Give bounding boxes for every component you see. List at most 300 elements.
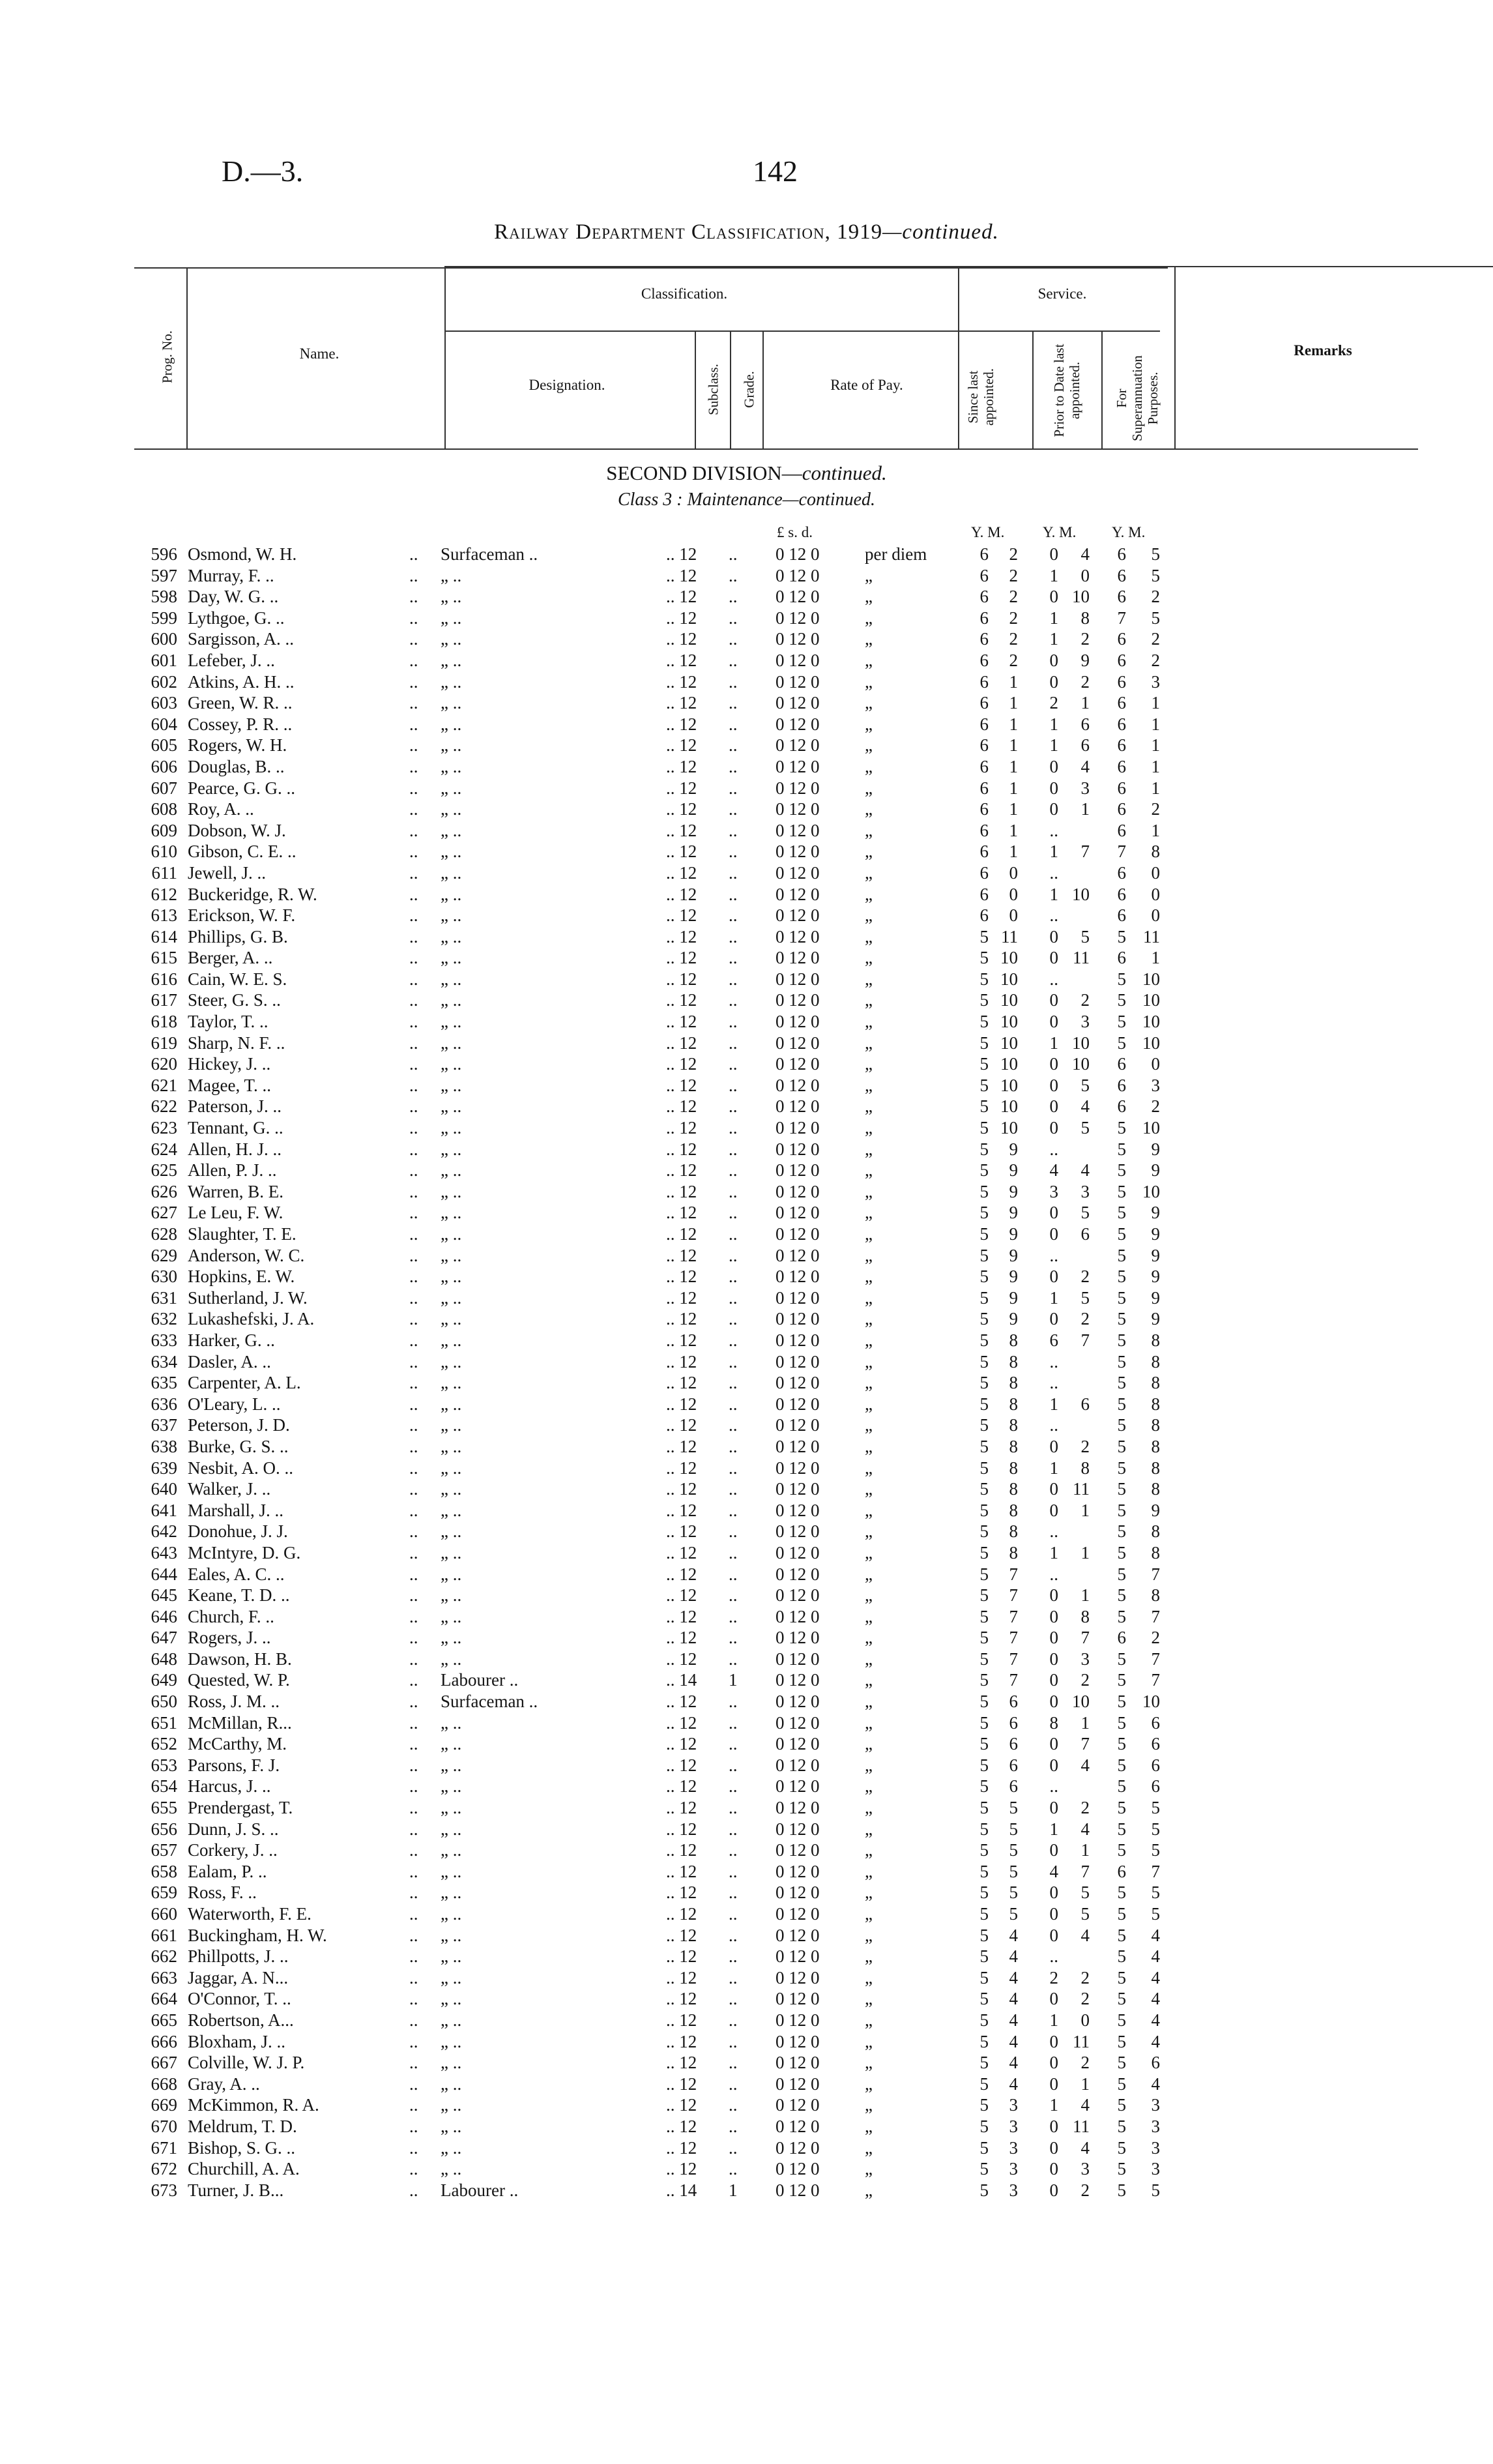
name-cell: Corkery, J. .. [188, 1840, 278, 1860]
since-last-years-cell: 5 [979, 1500, 989, 1520]
grade-cell: .. [729, 1798, 738, 1818]
prior-months-cell: 1 [1080, 2074, 1090, 2094]
grade-cell: .. [729, 1649, 738, 1669]
name-cell: Roy, A. .. [188, 799, 254, 819]
name-cell: Donohue, J. J. [188, 1521, 288, 1542]
table-row [0, 1096, 1493, 1117]
table-row [0, 884, 1493, 905]
superannuation-months-cell: 1 [1151, 820, 1160, 840]
designation-cell: „ .. [441, 2053, 462, 2073]
subclass-cell: .. 12 [666, 1458, 697, 1478]
grade-cell: .. [729, 1309, 738, 1329]
superannuation-years-cell: 6 [1117, 693, 1126, 713]
leader-dots: .. [409, 2116, 418, 2136]
table-row [0, 650, 1493, 671]
superannuation-years-cell: 5 [1117, 1521, 1126, 1542]
grade-cell: .. [729, 1564, 738, 1584]
grade-cell: .. [729, 2010, 738, 2030]
since-last-years-cell: 5 [979, 1033, 989, 1053]
superannuation-months-cell: 7 [1151, 1606, 1160, 1626]
superannuation-years-cell: 6 [1117, 778, 1126, 798]
header-divider-prior [1032, 330, 1034, 448]
designation-cell: „ .. [441, 1160, 462, 1181]
grade-cell: .. [729, 1267, 738, 1287]
rate-unit-cell: „ [865, 756, 873, 776]
prog-no-cell: 653 [151, 1755, 177, 1775]
superannuation-years-cell: 5 [1117, 1819, 1126, 1839]
grade-cell: .. [729, 1904, 738, 1924]
subclass-cell: .. 12 [666, 1606, 697, 1626]
superannuation-months-cell: 0 [1151, 862, 1160, 883]
rate-of-pay-cell: 0 12 0 [775, 671, 820, 692]
prior-months-cell: 1 [1080, 1840, 1090, 1860]
grade-cell: .. [729, 820, 738, 840]
col-head-service: Service. [1037, 286, 1087, 302]
table-row [0, 1840, 1493, 1861]
leader-dots: .. [409, 693, 418, 713]
unit-service-super: Y. M. [1112, 524, 1146, 540]
subclass-cell: .. 12 [666, 544, 697, 564]
grade-cell: .. [729, 1606, 738, 1626]
since-last-years-cell: 5 [979, 1883, 989, 1903]
superannuation-years-cell: 6 [1117, 629, 1126, 649]
leader-dots: .. [409, 990, 418, 1010]
designation-cell: „ .. [441, 1118, 462, 1138]
subclass-cell: .. 12 [666, 1776, 697, 1797]
subclass-cell: .. 12 [666, 1373, 697, 1393]
rate-of-pay-cell: 0 12 0 [775, 1415, 820, 1435]
prog-no-cell: 603 [151, 693, 177, 713]
grade-cell: .. [729, 1075, 738, 1095]
prior-years-cell: 0 [1049, 2137, 1058, 2158]
name-cell: Marshall, J. .. [188, 1500, 283, 1520]
name-cell: Burke, G. S. .. [188, 1436, 289, 1456]
leader-dots: .. [409, 1245, 418, 1265]
name-cell: Phillips, G. B. [188, 926, 288, 946]
prog-no-cell: 670 [151, 2116, 177, 2136]
since-last-years-cell: 5 [979, 1181, 989, 1201]
leader-dots: .. [409, 1819, 418, 1839]
since-last-months-cell: 8 [1009, 1458, 1018, 1478]
rate-unit-cell: „ [865, 1458, 873, 1478]
superannuation-years-cell: 5 [1117, 1712, 1126, 1733]
since-last-years-cell: 5 [979, 1776, 989, 1797]
subclass-cell: .. 12 [666, 1712, 697, 1733]
grade-cell: .. [729, 1458, 738, 1478]
leader-dots: .. [409, 1564, 418, 1584]
rate-unit-cell: „ [865, 2159, 873, 2179]
designation-cell: „ .. [441, 969, 462, 989]
prog-no-cell: 642 [151, 1521, 177, 1542]
prior-months-cell: 4 [1080, 1819, 1090, 1839]
rate-of-pay-cell: 0 12 0 [775, 2010, 820, 2030]
rate-unit-cell: „ [865, 926, 873, 946]
rate-unit-cell: „ [865, 1819, 873, 1839]
prior-months-cell: 2 [1080, 671, 1090, 692]
header-rule-bottom [134, 448, 1418, 450]
prog-no-cell: 669 [151, 2095, 177, 2115]
designation-cell: „ .. [441, 1415, 462, 1435]
grade-cell: .. [729, 2095, 738, 2115]
superannuation-years-cell: 6 [1117, 884, 1126, 904]
grade-cell: .. [729, 1181, 738, 1201]
rate-unit-cell: „ [865, 629, 873, 649]
name-cell: Osmond, W. H. [188, 544, 297, 564]
subclass-cell: .. 12 [666, 756, 697, 776]
name-cell: Dasler, A. .. [188, 1351, 271, 1371]
superannuation-years-cell: 6 [1117, 714, 1126, 734]
subclass-cell: .. 12 [666, 1883, 697, 1903]
rate-unit-cell: „ [865, 1160, 873, 1181]
rate-of-pay-cell: 0 12 0 [775, 820, 820, 840]
prog-no-cell: 621 [151, 1075, 177, 1095]
superannuation-years-cell: 5 [1117, 1118, 1126, 1138]
designation-cell: „ .. [441, 1904, 462, 1924]
superannuation-months-cell: 10 [1142, 1692, 1160, 1712]
grade-cell: .. [729, 629, 738, 649]
grade-cell: .. [729, 1351, 738, 1371]
table-row [0, 1500, 1493, 1521]
rate-of-pay-cell: 0 12 0 [775, 714, 820, 734]
since-last-years-cell: 5 [979, 1118, 989, 1138]
table-row [0, 1139, 1493, 1160]
superannuation-years-cell: 6 [1117, 1861, 1126, 1881]
superannuation-years-cell: 6 [1117, 735, 1126, 755]
superannuation-months-cell: 8 [1151, 1330, 1160, 1350]
table-row [0, 565, 1493, 587]
rate-unit-cell: „ [865, 884, 873, 904]
designation-cell: „ .. [441, 1436, 462, 1456]
rate-unit-cell: „ [865, 969, 873, 989]
prog-no-cell: 629 [151, 1245, 177, 1265]
since-last-months-cell: 1 [1009, 842, 1018, 862]
since-last-years-cell: 5 [979, 1224, 989, 1244]
prog-no-cell: 638 [151, 1436, 177, 1456]
header-divider-rate [762, 330, 764, 448]
rate-of-pay-cell: 0 12 0 [775, 629, 820, 649]
prior-months-cell: 2 [1080, 2180, 1090, 2200]
subclass-cell: .. 12 [666, 969, 697, 989]
designation-cell: „ .. [441, 862, 462, 883]
leader-dots: .. [409, 1012, 418, 1032]
prior-months-cell: 2 [1080, 629, 1090, 649]
prior-years-cell: 1 [1049, 2095, 1058, 2115]
subclass-cell: .. 12 [666, 1330, 697, 1350]
rate-of-pay-cell: 0 12 0 [775, 2159, 820, 2179]
superannuation-months-cell: 8 [1151, 1458, 1160, 1478]
rate-unit-cell: „ [865, 820, 873, 840]
subclass-cell: .. 12 [666, 629, 697, 649]
grade-cell: .. [729, 1883, 738, 1903]
prior-years-cell: 8 [1049, 1712, 1058, 1733]
rate-unit-cell: „ [865, 1245, 873, 1265]
prog-no-cell: 618 [151, 1012, 177, 1032]
subclass-cell: .. 12 [666, 1203, 697, 1223]
since-last-years-cell: 5 [979, 1734, 989, 1754]
since-last-years-cell: 6 [979, 587, 989, 607]
since-last-months-cell: 8 [1009, 1542, 1018, 1562]
prog-no-cell: 633 [151, 1330, 177, 1350]
table-row [0, 1330, 1493, 1351]
designation-cell: „ .. [441, 1712, 462, 1733]
leader-dots: .. [409, 735, 418, 755]
leader-dots: .. [409, 926, 418, 946]
rate-unit-cell: „ [865, 1309, 873, 1329]
prior-years-cell: 0 [1049, 948, 1058, 968]
subclass-cell: .. 12 [666, 1012, 697, 1032]
superannuation-years-cell: 5 [1117, 1436, 1126, 1456]
prior-months-cell: 10 [1072, 1692, 1090, 1712]
subclass-cell: .. 12 [666, 587, 697, 607]
subclass-cell: .. 12 [666, 1564, 697, 1584]
prior-years-cell: 0 [1049, 2159, 1058, 2179]
grade-cell: .. [729, 1925, 738, 1945]
superannuation-months-cell: 1 [1151, 714, 1160, 734]
rate-of-pay-cell: 0 12 0 [775, 1925, 820, 1945]
since-last-months-cell: 6 [1009, 1712, 1018, 1733]
prog-no-cell: 623 [151, 1118, 177, 1138]
table-row [0, 1117, 1493, 1139]
prog-no-cell: 641 [151, 1500, 177, 1520]
since-last-months-cell: 8 [1009, 1436, 1018, 1456]
rate-unit-cell: „ [865, 1267, 873, 1287]
superannuation-months-cell: 8 [1151, 1542, 1160, 1562]
since-last-years-cell: 5 [979, 1798, 989, 1818]
since-last-years-cell: 5 [979, 1946, 989, 1967]
designation-cell: „ .. [441, 1564, 462, 1584]
name-cell: Dobson, W. J. [188, 820, 286, 840]
superannuation-months-cell: 4 [1151, 2031, 1160, 2051]
since-last-years-cell: 5 [979, 1585, 989, 1606]
prior-years-cell: 0 [1049, 1734, 1058, 1754]
name-cell: Le Leu, F. W. [188, 1203, 283, 1223]
since-last-years-cell: 5 [979, 1649, 989, 1669]
rate-of-pay-cell: 0 12 0 [775, 1181, 820, 1201]
since-last-months-cell: 8 [1009, 1373, 1018, 1393]
superannuation-years-cell: 5 [1117, 1458, 1126, 1478]
designation-cell: „ .. [441, 1946, 462, 1967]
since-last-years-cell: 5 [979, 1203, 989, 1223]
prior-months-cell: 8 [1080, 1606, 1090, 1626]
grade-cell: .. [729, 1054, 738, 1074]
prog-no-cell: 671 [151, 2137, 177, 2158]
superannuation-months-cell: 7 [1151, 1861, 1160, 1881]
since-last-years-cell: 6 [979, 756, 989, 776]
subclass-cell: .. 12 [666, 1542, 697, 1562]
superannuation-months-cell: 8 [1151, 1479, 1160, 1499]
prior-months-cell: 4 [1080, 1160, 1090, 1181]
subclass-cell: .. 12 [666, 1415, 697, 1435]
name-cell: Atkins, A. H. .. [188, 671, 295, 692]
superannuation-years-cell: 5 [1117, 2159, 1126, 2179]
table-row [0, 1564, 1493, 1585]
since-last-months-cell: 11 [1001, 926, 1018, 946]
prior-years-cell: 0 [1049, 1904, 1058, 1924]
name-cell: Nesbit, A. O. .. [188, 1458, 293, 1478]
rate-of-pay-cell: 0 12 0 [775, 884, 820, 904]
prog-no-cell: 644 [151, 1564, 177, 1584]
superannuation-months-cell: 6 [1151, 1755, 1160, 1775]
superannuation-years-cell: 5 [1117, 969, 1126, 989]
since-last-years-cell: 5 [979, 1267, 989, 1287]
prior-months-cell: 9 [1080, 650, 1090, 670]
designation-cell: „ .. [441, 671, 462, 692]
rate-of-pay-cell: 0 12 0 [775, 1755, 820, 1775]
table-row [0, 1712, 1493, 1734]
designation-cell: „ .. [441, 1224, 462, 1244]
since-last-years-cell: 6 [979, 735, 989, 755]
designation-cell: „ .. [441, 1330, 462, 1350]
rate-of-pay-cell: 0 12 0 [775, 862, 820, 883]
table-row [0, 1075, 1493, 1096]
table-row [0, 1691, 1493, 1712]
since-last-years-cell: 5 [979, 2053, 989, 2073]
table-row [0, 756, 1493, 778]
designation-cell: „ .. [441, 565, 462, 585]
name-cell: Gibson, C. E. .. [188, 842, 297, 862]
prior-years-cell: 3 [1049, 1181, 1058, 1201]
rate-unit-cell: „ [865, 714, 873, 734]
prior-years-cell: 1 [1049, 842, 1058, 862]
grade-cell: .. [729, 990, 738, 1010]
name-cell: Ealam, P. .. [188, 1861, 267, 1881]
rate-of-pay-cell: 0 12 0 [775, 2116, 820, 2136]
prior-years-cell: 0 [1049, 1649, 1058, 1669]
prog-no-cell: 656 [151, 1819, 177, 1839]
grade-cell: .. [729, 587, 738, 607]
since-last-years-cell: 5 [979, 1819, 989, 1839]
rate-of-pay-cell: 0 12 0 [775, 1373, 820, 1393]
grade-cell: 1 [729, 1670, 738, 1690]
name-cell: Meldrum, T. D. [188, 2116, 297, 2136]
grade-cell: .. [729, 735, 738, 755]
rate-of-pay-cell: 0 12 0 [775, 1309, 820, 1329]
leader-dots: .. [409, 905, 418, 926]
grade-cell: .. [729, 1118, 738, 1138]
table-row [0, 1988, 1493, 2010]
superannuation-years-cell: 5 [1117, 1989, 1126, 2009]
header-divider-grade [730, 330, 731, 448]
name-cell: Dunn, J. S. .. [188, 1819, 279, 1839]
col-head-rate-of-pay: Rate of Pay. [830, 377, 903, 393]
prior-years-cell: 0 [1049, 1012, 1058, 1032]
superannuation-months-cell: 3 [1151, 2095, 1160, 2115]
rate-unit-cell: „ [865, 1925, 873, 1945]
rate-of-pay-cell: 0 12 0 [775, 1479, 820, 1499]
leader-dots: .. [409, 1458, 418, 1478]
superannuation-years-cell: 6 [1117, 799, 1126, 819]
prior-months-cell: 6 [1080, 1224, 1090, 1244]
subclass-cell: .. 12 [666, 2031, 697, 2051]
superannuation-years-cell: 5 [1117, 1925, 1126, 1945]
rate-unit-cell: „ [865, 1224, 873, 1244]
prog-no-cell: 614 [151, 926, 177, 946]
rate-of-pay-cell: 0 12 0 [775, 1203, 820, 1223]
designation-cell: „ .. [441, 1351, 462, 1371]
superannuation-months-cell: 6 [1151, 2053, 1160, 2073]
superannuation-months-cell: 0 [1151, 1054, 1160, 1074]
prog-no-cell: 648 [151, 1649, 177, 1669]
subclass-cell: .. 12 [666, 1967, 697, 1987]
leader-dots: .. [409, 1585, 418, 1606]
rate-unit-cell: „ [865, 1734, 873, 1754]
superannuation-years-cell: 6 [1117, 1075, 1126, 1095]
unit-service-since: Y. M. [971, 524, 1005, 540]
superannuation-years-cell: 5 [1117, 1946, 1126, 1967]
table-row [0, 1202, 1493, 1224]
name-cell: O'Connor, T. .. [188, 1989, 291, 2009]
since-last-months-cell: 10 [1000, 1096, 1018, 1117]
table-row [0, 1903, 1493, 1925]
rate-of-pay-cell: 0 12 0 [775, 1840, 820, 1860]
prior-years-cell: 0 [1049, 1309, 1058, 1329]
prog-no-cell: 617 [151, 990, 177, 1010]
superannuation-years-cell: 5 [1117, 1606, 1126, 1626]
rate-unit-cell: „ [865, 1989, 873, 2009]
since-last-months-cell: 3 [1009, 2159, 1018, 2179]
prior-years-cell: .. [1049, 1139, 1058, 1159]
table-row [0, 1458, 1493, 1479]
rate-unit-cell: „ [865, 2180, 873, 2200]
col-head-since-last: Since last appointed. [965, 368, 996, 426]
since-last-months-cell: 4 [1009, 1967, 1018, 1987]
subclass-cell: .. 12 [666, 1054, 697, 1074]
superannuation-years-cell: 5 [1117, 1840, 1126, 1860]
superannuation-years-cell: 5 [1117, 1245, 1126, 1265]
superannuation-years-cell: 5 [1117, 1309, 1126, 1329]
since-last-months-cell: 5 [1009, 1904, 1018, 1924]
since-last-years-cell: 5 [979, 2010, 989, 2030]
subclass-cell: .. 12 [666, 650, 697, 670]
superannuation-years-cell: 6 [1117, 948, 1126, 968]
since-last-months-cell: 9 [1009, 1287, 1018, 1308]
prog-no-cell: 613 [151, 905, 177, 926]
prior-months-cell: 7 [1080, 1861, 1090, 1881]
superannuation-years-cell: 5 [1117, 2095, 1126, 2115]
prior-years-cell: 0 [1049, 1989, 1058, 2009]
grade-cell: .. [729, 2074, 738, 2094]
prior-months-cell: 11 [1073, 2031, 1090, 2051]
rate-unit-cell: „ [865, 2116, 873, 2136]
leader-dots: .. [409, 1989, 418, 2009]
name-cell: Hopkins, E. W. [188, 1267, 295, 1287]
since-last-years-cell: 5 [979, 1309, 989, 1329]
prior-years-cell: 0 [1049, 1054, 1058, 1074]
prior-months-cell: 2 [1080, 1670, 1090, 1690]
subclass-cell: .. 12 [666, 1989, 697, 2009]
superannuation-months-cell: 11 [1143, 926, 1160, 946]
prior-months-cell: 2 [1080, 1436, 1090, 1456]
col-head-name: Name. [299, 345, 340, 362]
table-row [0, 1245, 1493, 1267]
table-row [0, 969, 1493, 990]
superannuation-months-cell: 5 [1151, 1840, 1160, 1860]
prog-no-cell: 646 [151, 1606, 177, 1626]
since-last-years-cell: 5 [979, 1755, 989, 1775]
since-last-years-cell: 5 [979, 948, 989, 968]
leader-dots: .. [409, 2180, 418, 2200]
prior-years-cell: 1 [1049, 1394, 1058, 1414]
prior-months-cell: 10 [1072, 1054, 1090, 1074]
leader-dots: .. [409, 842, 418, 862]
superannuation-months-cell: 8 [1151, 1521, 1160, 1542]
table-row [0, 1776, 1493, 1797]
subclass-cell: .. 12 [666, 1436, 697, 1456]
superannuation-months-cell: 1 [1151, 756, 1160, 776]
table-row [0, 1308, 1493, 1330]
rate-of-pay-cell: 0 12 0 [775, 2095, 820, 2115]
since-last-years-cell: 5 [979, 1670, 989, 1690]
